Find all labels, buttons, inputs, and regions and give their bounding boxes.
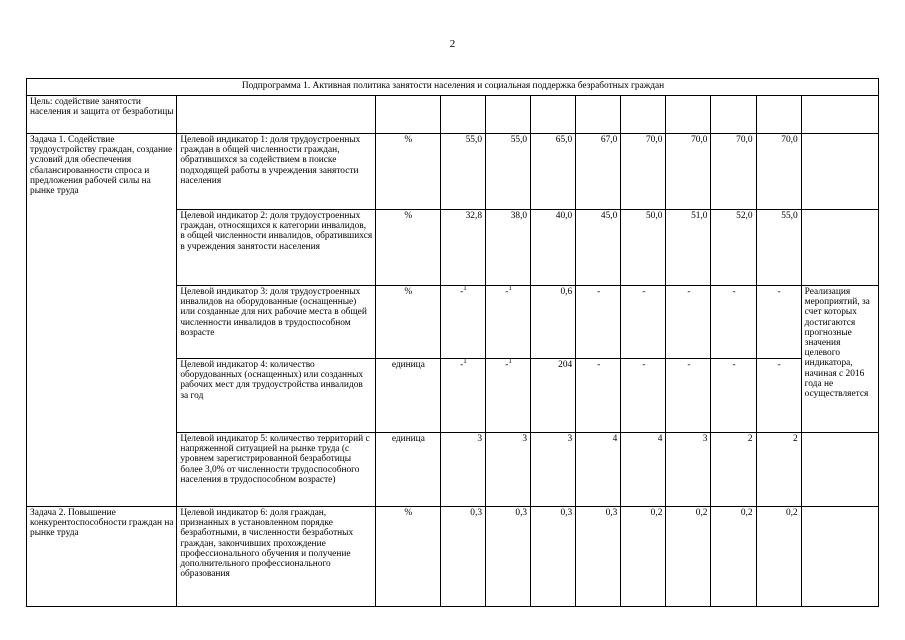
value-text: 4 <box>657 434 663 444</box>
value-text: 70,0 <box>645 135 663 145</box>
value-text: 0,3 <box>470 508 482 518</box>
value-cell <box>531 507 576 607</box>
value-text: - <box>597 360 601 370</box>
note-cell: Реализация мероприятий, за счет которых достигаются прогнозные значения целевого индикатора, начиная с 2016 года не осуществляется <box>801 286 878 433</box>
value-cell <box>711 286 756 359</box>
value-cell <box>531 286 576 359</box>
indicator-name-cell: Целевой индикатор 2: доля трудоустроенных граждан, относящихся к категории инвалидов, в общей численности инвалидов, обратившихся в учреждения занятости населения <box>177 210 375 286</box>
footnote-mark: 1 <box>508 358 512 365</box>
value-text: 3 <box>522 434 528 444</box>
value-text: 4 <box>612 434 618 444</box>
empty-cell <box>801 507 878 607</box>
value-cell <box>486 286 531 359</box>
value-cell <box>486 507 531 607</box>
footnote-mark: 1 <box>463 285 467 292</box>
value-text: 45,0 <box>600 211 618 221</box>
page-number: 2 <box>449 38 456 50</box>
value-cell <box>756 507 801 607</box>
value-cell <box>666 433 711 507</box>
value-text: 0,2 <box>785 508 798 518</box>
empty-cell <box>440 96 485 134</box>
unit-cell: % <box>375 134 440 210</box>
value-cell <box>576 134 621 210</box>
value-text: 55,0 <box>781 211 798 221</box>
indicator-row <box>27 134 879 210</box>
value-text: 52,0 <box>736 211 753 221</box>
value-text: - <box>460 360 464 370</box>
value-cell <box>621 134 666 210</box>
indicator-name-cell: Целевой индикатор 1: доля трудоустроенных граждан в общей численности граждан, обратившихся за содействием в поиске подходящей работы в учреждения занятости населения <box>177 134 375 210</box>
value-cell <box>621 433 666 507</box>
value-cell <box>440 286 485 359</box>
value-cell <box>576 210 621 286</box>
indicators-table <box>26 78 879 607</box>
value-text: - <box>460 287 464 297</box>
task-cell: Задача 2. Повышение конкурентоспособности граждан на рынке труда <box>27 507 177 607</box>
value-cell <box>440 134 485 210</box>
value-cell <box>531 433 576 507</box>
unit-cell: % <box>375 210 440 286</box>
value-cell <box>666 507 711 607</box>
unit-cell: единица <box>375 433 440 507</box>
value-text: 3 <box>567 434 573 444</box>
value-cell <box>756 286 801 359</box>
value-text: 204 <box>558 360 573 370</box>
value-text: 0,3 <box>560 508 573 518</box>
subprogram-title: Подпрограмма 1. Активная политика занятости населения и социальная поддержка безработных граждан <box>27 79 879 96</box>
empty-cell <box>531 96 576 134</box>
value-cell <box>666 210 711 286</box>
value-cell <box>531 359 576 433</box>
value-text: 55,0 <box>465 135 482 145</box>
value-cell <box>486 134 531 210</box>
empty-cell <box>375 96 440 134</box>
value-cell <box>531 134 576 210</box>
value-cell <box>711 507 756 607</box>
empty-cell <box>576 96 621 134</box>
value-text: 65,0 <box>555 135 573 145</box>
empty-cell <box>666 96 711 134</box>
value-cell <box>666 134 711 210</box>
value-text: 0,2 <box>740 508 753 518</box>
value-text: - <box>687 287 691 297</box>
value-cell <box>756 210 801 286</box>
value-text: 3 <box>477 434 482 444</box>
value-text: 70,0 <box>736 135 753 145</box>
value-text: 51,0 <box>691 211 708 221</box>
empty-cell <box>756 96 801 134</box>
value-cell <box>621 286 666 359</box>
value-cell <box>756 134 801 210</box>
unit-cell: % <box>375 507 440 607</box>
value-cell <box>440 210 485 286</box>
value-text: - <box>732 287 736 297</box>
value-text: 2 <box>792 434 798 444</box>
value-text: - <box>505 360 509 370</box>
value-cell <box>711 210 756 286</box>
value-cell <box>576 507 621 607</box>
goal-cell: Цель: содействие занятости населения и защита от безработицы <box>27 96 177 134</box>
empty-cell <box>621 96 666 134</box>
indicator-name-cell: Целевой индикатор 5: количество территорий с напряженной ситуацией на рынке труда (с уровнем зарегистрированной безработицы более 3,0% от численности трудоспособного населения в трудоспособном возрасте) <box>177 433 375 507</box>
value-cell <box>666 286 711 359</box>
value-text: - <box>642 287 646 297</box>
value-cell <box>621 210 666 286</box>
value-text: 50,0 <box>645 211 663 221</box>
value-text: - <box>732 360 736 370</box>
task-cell: Задача 1. Содействие трудоустройству граждан, создание условий для обеспечения сбалансированности спроса и предложения рабочей силы на рынке труда <box>27 134 177 507</box>
value-cell <box>576 286 621 359</box>
value-cell <box>486 433 531 507</box>
value-cell <box>440 433 485 507</box>
value-text: 40,0 <box>555 211 573 221</box>
value-cell <box>711 359 756 433</box>
footnote-mark: 1 <box>508 285 512 292</box>
value-text: - <box>777 287 781 297</box>
value-cell <box>621 507 666 607</box>
empty-cell <box>801 210 878 286</box>
value-text: - <box>597 287 601 297</box>
indicator-name-cell: Целевой индикатор 4: количество оборудованных (оснащенных) или созданных рабочих мест для трудоустройства инвалидов за год <box>177 359 375 433</box>
value-text: 38,0 <box>510 211 528 221</box>
value-text: 0,3 <box>605 508 618 518</box>
value-text: - <box>687 360 691 370</box>
value-text: 0,3 <box>515 508 528 518</box>
value-cell <box>756 433 801 507</box>
empty-cell <box>486 96 531 134</box>
value-cell <box>711 134 756 210</box>
empty-cell <box>177 96 375 134</box>
value-cell <box>621 359 666 433</box>
value-text: 70,0 <box>781 135 798 145</box>
value-cell <box>576 433 621 507</box>
value-text: 0,6 <box>560 287 573 297</box>
value-text: 0,2 <box>650 508 663 518</box>
value-text: 2 <box>747 434 753 444</box>
subprogram-title-row <box>27 79 879 96</box>
value-cell <box>666 359 711 433</box>
value-cell <box>531 210 576 286</box>
value-text: 3 <box>702 434 708 444</box>
value-text: - <box>505 287 509 297</box>
unit-cell: % <box>375 286 440 359</box>
footnote-mark: 1 <box>463 358 467 365</box>
value-cell <box>486 359 531 433</box>
empty-cell <box>801 134 878 210</box>
value-text: - <box>642 360 646 370</box>
value-cell <box>711 433 756 507</box>
indicator-row <box>27 507 879 607</box>
goal-row <box>27 96 879 134</box>
value-cell <box>440 359 485 433</box>
indicator-name-cell: Целевой индикатор 6: доля граждан, признанных в установленном порядке безработными, в численности безработных граждан, закончивших прохождение профессионального обучения и получение дополнительного профессионального образования <box>177 507 375 607</box>
indicator-name-cell: Целевой индикатор 3: доля трудоустроенных инвалидов на оборудованные (оснащенные) или созданные для них рабочие места в общей численности инвалидов в трудоспособном возрасте <box>177 286 375 359</box>
unit-cell: единица <box>375 359 440 433</box>
empty-cell <box>711 96 756 134</box>
value-text: 67,0 <box>600 135 618 145</box>
empty-cell <box>801 96 878 134</box>
value-cell <box>486 210 531 286</box>
value-text: - <box>777 360 781 370</box>
value-text: 32,8 <box>465 211 482 221</box>
value-cell <box>576 359 621 433</box>
value-cell <box>756 359 801 433</box>
value-text: 70,0 <box>691 135 708 145</box>
value-text: 0,2 <box>695 508 708 518</box>
empty-cell <box>801 433 878 507</box>
value-cell <box>440 507 485 607</box>
value-text: 55,0 <box>510 135 528 145</box>
